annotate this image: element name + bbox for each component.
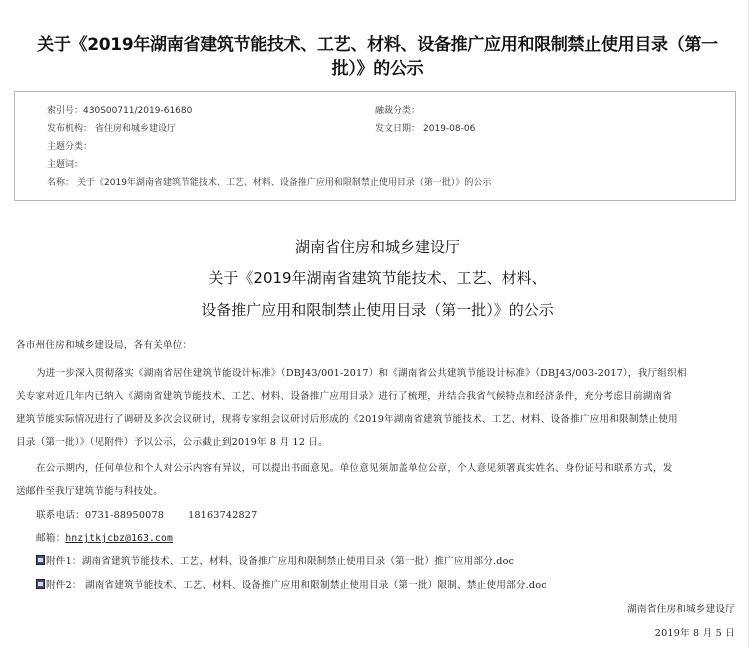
paragraph-1-line: 为进一步深入贯彻落实《湖南省居住建筑节能设计标准》（DBJ43/001-2017）和《湖南省公共建筑节能设计标准》（DBJ43/003-2017），我厅组织相	[36, 368, 687, 379]
meta-index-no-value: 430S00711/2019-61680	[83, 106, 193, 116]
document-title-line-2: 设备推广应用和限制禁止使用目录（第一批）》的公示	[201, 301, 554, 319]
signature-org: 湖南省住房和城乡建设厅	[627, 604, 735, 615]
attachment-2-label: 附件2：	[46, 580, 82, 591]
meta-index-no-label: 索引号：	[47, 106, 84, 116]
meta-genre	[375, 103, 423, 116]
contact-phone-label: 联系电话：	[36, 510, 85, 521]
paragraph-1-line: 目录（第一批）》（见附件）予以公示，公示截止到2019年 8 月 12 日。	[16, 437, 328, 448]
meta-issue-date	[375, 121, 475, 134]
attachment-1-link[interactable]: 湖南省建筑节能技术、工艺、材料、设备推广应用和限制禁止使用目录（第一批）推广应用部分.doc	[81, 556, 515, 567]
paragraph-2-line: 送邮件至我厅建筑节能与科技处。	[16, 486, 163, 497]
contact-phone-2: 18163742827	[188, 510, 258, 521]
meta-name-value: 关于《2019年湖南省建筑节能技术、工艺、材料、设备推广应用和限制禁止使用目录（第一批）》的公示	[77, 178, 492, 188]
meta-topic-category	[47, 139, 95, 152]
word-doc-icon	[36, 579, 45, 589]
signature-date: 2019年 8 月 5 日	[654, 628, 735, 639]
attachment-1[interactable]	[36, 553, 514, 567]
paragraph-2-line: 在公示期内，任何单位和个人对公示内容有异议，可以提出书面意见。单位意见须加盖单位公章，个人意见须署真实姓名、身份证号和联系方式，发	[36, 463, 673, 474]
meta-issue-date-label: 发文日期：	[375, 124, 421, 134]
meta-issuer-label: 发布机构：	[47, 124, 93, 134]
page-title-line-2: 批）》的公示	[331, 59, 424, 79]
meta-keywords	[47, 157, 86, 170]
attachment-2-link[interactable]: 湖南省建筑节能技术、工艺、材料、设备推广应用和限制禁止使用目录（第一批）限制、禁止使用部分.doc	[81, 580, 547, 591]
meta-issue-date-value: 2019-08-06	[423, 124, 476, 134]
meta-issuer	[47, 121, 176, 134]
contact-email-label: 邮箱：	[36, 533, 66, 544]
meta-keywords-label: 主题词：	[47, 160, 84, 170]
meta-issuer-value: 省住房和城乡建设厅	[95, 124, 177, 134]
paragraph-1-line: 关专家对近几年内已纳入《湖南省建筑节能技术、工艺、材料、设备推广应用目录》进行了梳理，并结合我省气候特点和经济条件，充分考虑目前湖南省	[16, 391, 673, 402]
contact-phone-1: 0731-88950078	[84, 510, 165, 521]
meta-topic-category-label: 主题分类：	[47, 142, 93, 152]
meta-name	[47, 175, 491, 188]
word-doc-icon	[36, 555, 45, 565]
page-edge-line	[748, 0, 749, 648]
contact-email	[36, 530, 173, 544]
page-title	[10, 33, 745, 81]
meta-index-no	[47, 103, 192, 116]
page-title-line-1: 关于《2019年湖南省建筑节能技术、工艺、材料、设备推广应用和限制禁止使用目录（第一	[37, 35, 718, 55]
meta-genre-label: 融裁分类：	[375, 106, 421, 116]
salutation: 各市州住房和城乡建设局，各有关单位：	[16, 340, 193, 351]
paragraph-1-line: 建筑节能实际情况进行了调研及多次会议研讨，现将专家组会议研讨后形成的《2019年湖南省建筑节能技术、工艺、材料、设备推广应用和限制禁止使用	[16, 414, 678, 425]
metadata-box	[14, 91, 736, 201]
contact-email-link[interactable]: hnzjtkjcbz@163.com	[65, 533, 173, 544]
contact-phone	[36, 507, 257, 521]
document-issuer-heading: 湖南省住房和城乡建设厅	[294, 238, 460, 256]
attachment-2[interactable]	[36, 577, 547, 591]
meta-name-label: 名称：	[47, 178, 75, 188]
document-title-line-1: 关于《2019年湖南省建筑节能技术、工艺、材料、	[208, 269, 547, 287]
attachment-1-label: 附件1：	[46, 556, 82, 567]
